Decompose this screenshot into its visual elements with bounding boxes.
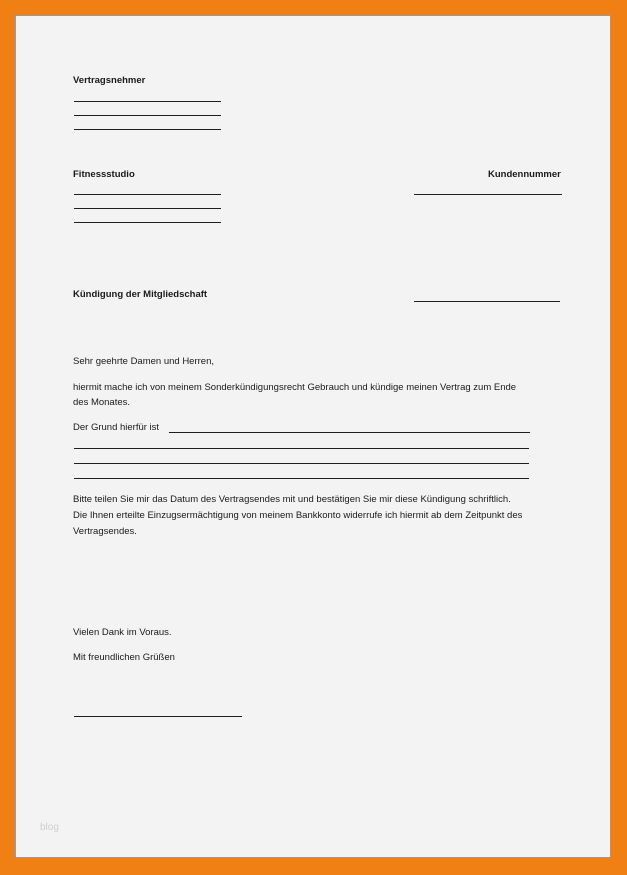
kundennummer-line	[414, 194, 562, 195]
paragraph-2-line-3: Vertragsendes.	[73, 526, 137, 537]
letter-page	[15, 15, 611, 858]
fitnessstudio-label: Fitnessstudio	[73, 169, 135, 180]
grund-line-4	[74, 478, 529, 479]
paragraph-1-line-1: hiermit mache ich von meinem Sonderkündigungsrecht Gebrauch und kündige meinen Vertrag zum Ende	[73, 382, 517, 393]
vertragsnehmer-line-3	[74, 129, 221, 130]
subject-line: Kündigung der Mitgliedschaft	[73, 289, 208, 300]
kundennummer-label: Kundennummer	[488, 169, 561, 180]
closing-line: Mit freundlichen Grüßen	[73, 652, 175, 663]
paragraph-1-line-2: des Monates.	[73, 397, 131, 408]
watermark-text: blog	[40, 822, 59, 833]
grund-line-2	[74, 448, 529, 449]
fitnessstudio-line-1	[74, 194, 221, 195]
fitnessstudio-line-2	[74, 208, 221, 209]
grund-line-3	[74, 463, 529, 464]
salutation: Sehr geehrte Damen und Herren,	[73, 356, 214, 367]
signature-line	[74, 716, 242, 717]
subject-date-line	[414, 301, 560, 302]
vertragsnehmer-label: Vertragsnehmer	[73, 75, 146, 86]
thanks-line: Vielen Dank im Voraus.	[73, 627, 172, 638]
grund-label: Der Grund hierfür ist	[73, 422, 160, 433]
paragraph-2-line-2: Die Ihnen erteilte Einzugsermächtigung von meinem Bankkonto widerrufe ich hiermit ab dem Zeitpunkt des	[73, 510, 523, 521]
fitnessstudio-line-3	[74, 222, 221, 223]
paragraph-2-line-1: Bitte teilen Sie mir das Datum des Vertragsendes mit und bestätigen Sie mir diese Kündigung schriftlich.	[73, 494, 511, 505]
grund-line-1	[169, 432, 530, 433]
vertragsnehmer-line-2	[74, 115, 221, 116]
vertragsnehmer-line-1	[74, 101, 221, 102]
